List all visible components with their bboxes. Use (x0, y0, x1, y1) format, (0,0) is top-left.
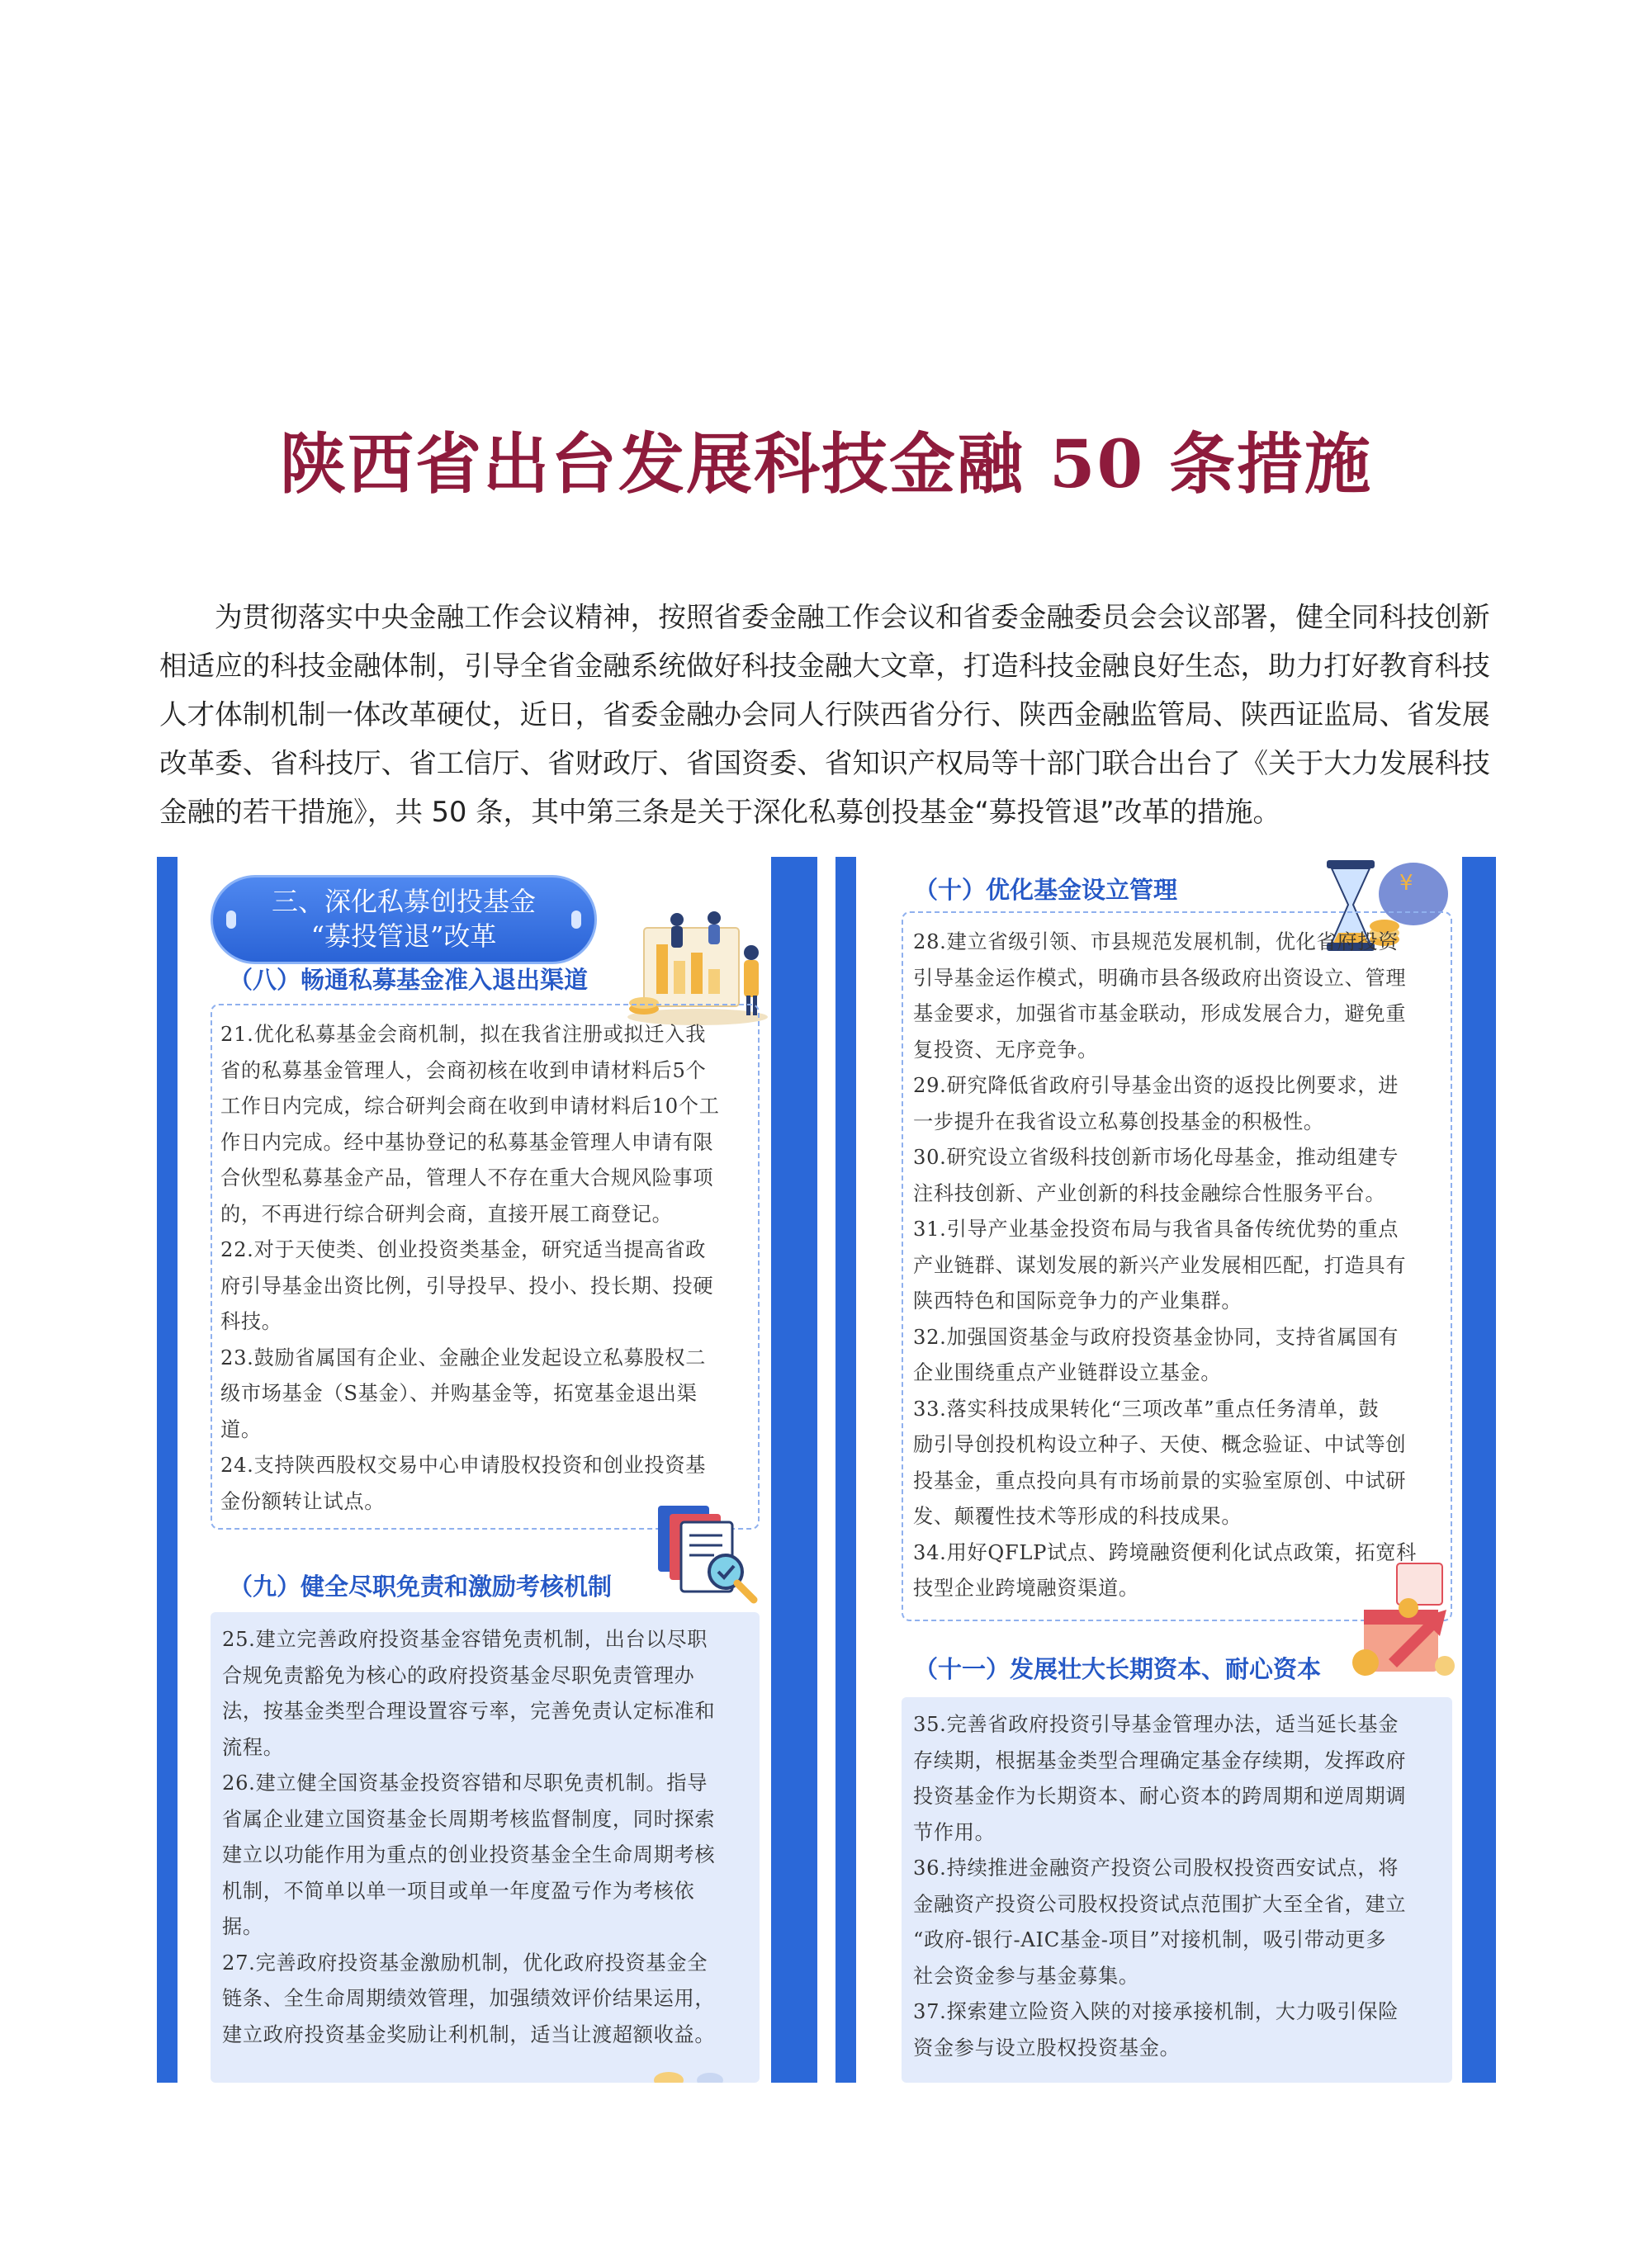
page-title: 陕西省出台发展科技金融 50 条措施 (279, 425, 1373, 503)
section-10-line: 复投资、无序竞争。 (913, 1038, 1098, 1062)
section-10-line: 产业链群、谋划发展的新兴产业发展相匹配，打造具有 (913, 1253, 1407, 1277)
section-10-line: 企业围绕重点产业链群设立基金。 (913, 1361, 1222, 1384)
intro-line: 为贯彻落实中央金融工作会议精神，按照省委金融工作会议和省委金融委员会会议部署，健全同科技创新 (215, 601, 1490, 633)
coin-decoration-icon (652, 2062, 727, 2083)
documents-magnifier-icon (650, 1499, 765, 1606)
section-8-line: 道。 (220, 1417, 262, 1441)
section-8-line: 作日内完成。经中基协登记的私募基金管理人申请有限 (220, 1130, 714, 1154)
section-9-line: 法，按基金类型合理设置容亏率，完善免责认定标准和 (222, 1700, 716, 1723)
section-8-line: 22.对于天使类、创业投资类基金，研究适当提高省政 (220, 1238, 707, 1261)
section-9-line: 27.完善政府投资基金激励机制，优化政府投资基金全 (222, 1951, 708, 1975)
right-panel (835, 857, 1496, 2083)
banner-line-2: “募投管退”改革 (310, 920, 497, 952)
section-8-line: 合伙型私募基金产品，管理人不存在重大合规风险事项 (220, 1166, 714, 1190)
section-8-line: 金份额转让试点。 (220, 1489, 386, 1513)
svg-text:¥: ¥ (1399, 871, 1413, 896)
intro-line: 人才体制机制一体改革硬仗，近日，省委金融办会同人行陕西省分行、陕西金融监管局、陕西证监局、省发展 (159, 698, 1490, 731)
section-8-line: 工作日内完成，综合研判会商在收到申请材料后10个工 (220, 1095, 720, 1118)
section-11-line: 投资基金作为长期资本、耐心资本的跨周期和逆周期调 (913, 1785, 1407, 1808)
section-10-line: 注科技创新、产业创新的科技金融综合性服务平台。 (913, 1181, 1386, 1205)
section-10-line: 技型企业跨境融资渠道。 (913, 1577, 1139, 1600)
section-banner (211, 875, 597, 964)
section-8-line: 府引导基金出资比例，引导投早、投小、投长期、投硬 (220, 1274, 714, 1298)
section-9-line: 合规免责豁免为核心的政府投资基金尽职免责管理办 (222, 1663, 695, 1687)
section-8-line: 科技。 (220, 1310, 282, 1333)
section-11-line: 36.持续推进金融资产投资公司股权投资西安试点，将 (913, 1857, 1399, 1880)
section-11-line: 存续期，根据基金类型合理确定基金存续期，发挥政府 (913, 1748, 1407, 1772)
section-11-line: 社会资金参与基金募集。 (913, 1964, 1139, 1988)
section-10-line: 30.研究设立省级科技创新市场化母基金，推动组建专 (913, 1146, 1399, 1169)
section-9-line: 据。 (222, 1915, 263, 1938)
section-10-line: 引导基金运作模式，明确市县各级政府出资设立、管理 (913, 966, 1407, 990)
intro-line: 改革委、省科技厅、省工信厅、省财政厅、省国资委、省知识产权局等十部门联合出台了《关于大力发展科技 (159, 747, 1490, 779)
section-10-line: 29.研究降低省政府引导基金出资的返投比例要求，进 (913, 1074, 1399, 1097)
section-11-title: （十一）发展壮大长期资本、耐心资本 (914, 1655, 1322, 1683)
section-8-title: （八）畅通私募基金准入退出渠道 (229, 966, 589, 994)
section-10-line: 34.用好QFLP试点、跨境融资便利化试点政策，拓宽科 (913, 1540, 1418, 1564)
banner-dot-left (226, 911, 236, 929)
right-panel-inner (856, 857, 1462, 2083)
section-10-line: 发、颠覆性技术等形成的科技成果。 (913, 1505, 1243, 1528)
section-9-line: 机制，不简单以单一项目或单一年度盈亏作为考核依 (222, 1879, 695, 1903)
section-10-line: 31.引导产业基金投资布局与我省具备传统优势的重点 (913, 1218, 1399, 1241)
section-10-title: （十）优化基金设立管理 (914, 876, 1178, 904)
left-panel-inner (178, 857, 771, 2083)
section-9-line: 建立以功能作用为重点的创业投资基金全生命周期考核 (222, 1843, 716, 1866)
section-9-title: （九）健全尽职免责和激励考核机制 (229, 1573, 613, 1601)
section-11-line: 37.探索建立险资入陕的对接承接机制，大力吸引保险 (913, 2000, 1399, 2023)
section-8-line: 21.优化私募基金会商机制，拟在我省注册或拟迁入我 (220, 1023, 707, 1046)
section-11-line: 35.完善省政府投资引导基金管理办法，适当延长基金 (913, 1713, 1399, 1736)
section-10-line: 陕西特色和国际竞争力的产业集群。 (913, 1289, 1243, 1313)
left-panel (157, 857, 817, 2083)
section-11-line: 节作用。 (913, 1820, 996, 1844)
intro-line: 金融的若干措施》，共 50 条，其中第三条是关于深化私募创投基金“募投管退”改革的措施。 (159, 796, 1281, 828)
section-9-line: 25.建立完善政府投资基金容错免责机制，出台以尽职 (222, 1628, 708, 1651)
section-9-line: 26.建立健全国资基金投资容错和尽职免责机制。指导 (222, 1771, 708, 1795)
section-9-box (211, 1612, 760, 2083)
section-8-line: 24.支持陕西股权交易中心申请股权投资和创业投资基 (220, 1454, 707, 1477)
section-9-line: 流程。 (222, 1735, 284, 1759)
banner-dot-right (571, 911, 581, 929)
section-9-line: 省属企业建立国资基金长周期考核监督制度，同时探索 (222, 1807, 716, 1831)
banner-line-1: 三、深化私募创投基金 (271, 886, 536, 917)
section-10-line: 投基金，重点投向具有市场前景的实验室原创、中试研 (913, 1469, 1407, 1492)
section-11-box (902, 1697, 1452, 2083)
section-11-line: 金融资产投资公司股权投资试点范围扩大至全省，建立 (913, 1892, 1407, 1916)
section-10-line: 基金要求，加强省市基金联动，形成发展合力，避免重 (913, 1002, 1407, 1025)
intro-line: 相适应的科技金融体制，引导全省金融系统做好科技金融大文章，打造科技金融良好生态，助力打好教育科技 (159, 650, 1490, 682)
section-10-box (902, 911, 1452, 1621)
growth-chest-icon (1347, 1560, 1471, 1684)
section-8-line: 级市场基金（S基金）、并购基金等，拓宽基金退出渠 (220, 1382, 698, 1405)
section-9-line: 建立政府投资基金奖励让利机制，适当让渡超额收益。 (222, 2022, 716, 2046)
section-8-line: 的，不再进行综合研判会商，直接开展工商登记。 (220, 1202, 673, 1226)
section-8-line: 23.鼓励省属国有企业、金融企业发起设立私募股权二 (220, 1346, 707, 1369)
intro-paragraph (159, 593, 1495, 836)
section-10-line: 32.加强国资基金与政府投资基金协同，支持省属国有 (913, 1325, 1399, 1349)
section-10-line: 励引导创投机构设立种子、天使、概念验证、中试等创 (913, 1433, 1407, 1456)
section-10-line: 33.落实科技成果转化“三项改革”重点任务清单，鼓 (913, 1397, 1380, 1421)
section-10-line: 一步提升在我省设立私募创投基金的积极性。 (913, 1109, 1324, 1133)
section-10-line: 28.建立省级引领、市县规范发展机制，优化省府投资 (913, 930, 1399, 953)
section-8-box (211, 1004, 760, 1530)
section-8-line: 省的私募基金管理人，会商初核在收到申请材料后5个 (220, 1058, 707, 1082)
section-11-line: 资金参与设立股权投资基金。 (913, 2036, 1181, 2060)
section-9-line: 链条、全生命周期绩效管理，加强绩效评价结果运用， (222, 1987, 716, 2010)
section-11-line: “政府-银行-AIC基金-项目”对接机制，吸引带动更多 (913, 1928, 1387, 1951)
